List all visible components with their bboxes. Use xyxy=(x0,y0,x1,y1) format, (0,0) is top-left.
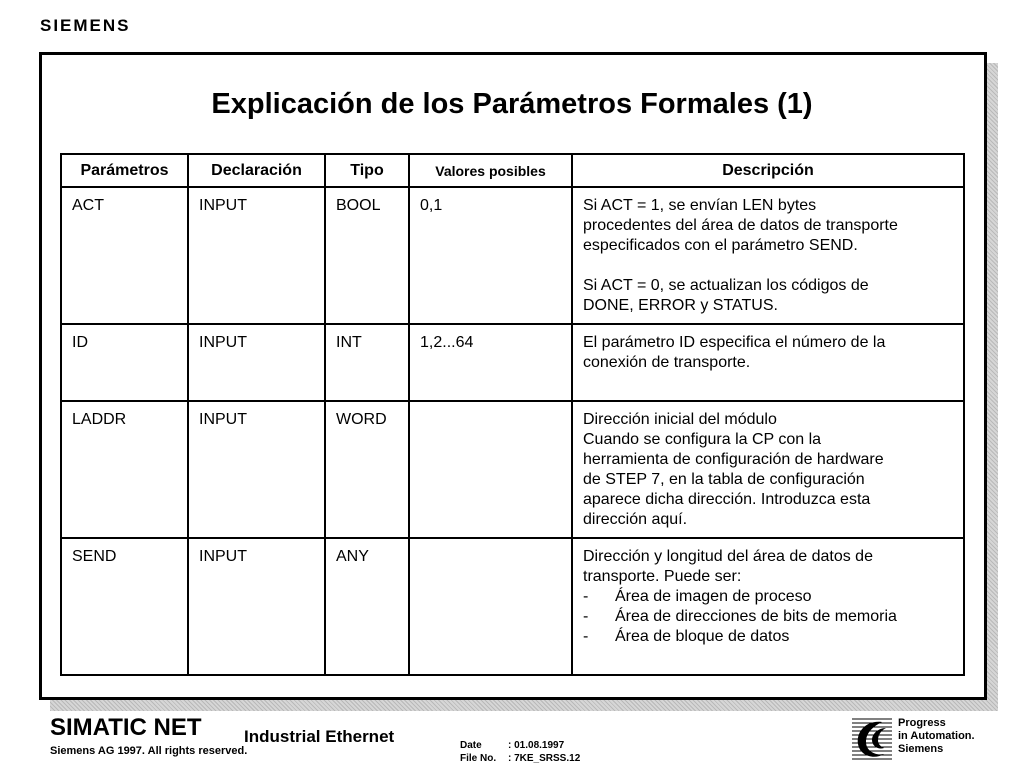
header-parametros: Parámetros xyxy=(61,154,188,187)
footer-subtitle: Industrial Ethernet xyxy=(244,727,395,746)
desc-line: transporte. Puede ser: xyxy=(583,568,742,585)
cell-type: INT xyxy=(325,324,409,401)
desc-line: aparece dicha dirección. Introduzca esta xyxy=(583,491,871,508)
header-tipo: Tipo xyxy=(325,154,409,187)
desc-line: de STEP 7, en la tabla de configuración xyxy=(583,471,865,488)
table-row xyxy=(61,538,964,675)
desc-line: conexión de transporte. xyxy=(583,354,751,371)
header-declaracion: Declaración xyxy=(188,154,325,187)
cell-declaration: INPUT xyxy=(188,401,325,538)
footer-file-value: : 7KE_SRSS.12 xyxy=(508,753,581,764)
siemens-brand: SIEMENS xyxy=(40,16,131,35)
footer-date-value: : 01.08.1997 xyxy=(508,740,565,751)
cell-values xyxy=(409,401,572,538)
cell-description xyxy=(572,401,964,538)
desc-line: DONE, ERROR y STATUS. xyxy=(583,297,778,314)
list-item xyxy=(583,627,954,647)
cell-type: WORD xyxy=(325,401,409,538)
cell-type: BOOL xyxy=(325,187,409,324)
header-valores-posibles: Valores posibles xyxy=(409,154,572,187)
footer-date-label: Date xyxy=(460,740,482,751)
cell-declaration: INPUT xyxy=(188,538,325,675)
parameters-table xyxy=(60,153,965,676)
cell-type: ANY xyxy=(325,538,409,675)
cell-param: ID xyxy=(61,324,188,401)
desc-line: especificados con el parámetro SEND. xyxy=(583,237,858,254)
list-item-text: Área de direcciones de bits de memoria xyxy=(615,608,897,625)
desc-line: Si ACT = 1, se envían LEN bytes xyxy=(583,197,817,214)
cell-values: 1,2...64 xyxy=(409,324,572,401)
desc-line: procedentes del área de datos de transporte xyxy=(583,217,898,234)
list-item-text: Área de imagen de proceso xyxy=(615,588,812,605)
footer-meta xyxy=(460,739,580,765)
desc-line: Cuando se configura la CP con la xyxy=(583,431,822,448)
cell-values: 0,1 xyxy=(409,187,572,324)
slogan-line: in Automation. xyxy=(898,730,975,742)
footer-product-name: SIMATIC NET xyxy=(50,714,202,741)
cell-declaration: INPUT xyxy=(188,324,325,401)
cell-param: SEND xyxy=(61,538,188,675)
header-descripcion: Descripción xyxy=(572,154,964,187)
desc-line: herramienta de configuración de hardware xyxy=(583,451,884,468)
cell-values xyxy=(409,538,572,675)
footer-file-row xyxy=(460,752,580,765)
desc-line: Dirección y longitud del área de datos de xyxy=(583,548,873,565)
siemens-swirl-logo-icon xyxy=(852,716,892,762)
footer-file-label: File No. xyxy=(460,753,497,764)
cell-param: ACT xyxy=(61,187,188,324)
slide-title: Explicación de los Parámetros Formales (1) xyxy=(211,88,813,120)
cell-declaration: INPUT xyxy=(188,187,325,324)
cell-description xyxy=(572,187,964,324)
slogan-line: Progress xyxy=(898,717,946,729)
cell-param: LADDR xyxy=(61,401,188,538)
table-row xyxy=(61,401,964,538)
footer-copyright: Siemens AG 1997. All rights reserved. xyxy=(50,745,248,757)
table-row xyxy=(61,324,964,401)
desc-line: Dirección inicial del módulo xyxy=(583,411,777,428)
cell-description xyxy=(572,538,964,675)
list-item-text: Área de bloque de datos xyxy=(615,628,790,645)
list-dash: - xyxy=(583,588,589,605)
list-item xyxy=(583,587,954,607)
desc-spacer xyxy=(583,256,954,276)
table-header-row xyxy=(61,154,964,187)
desc-line: dirección aquí. xyxy=(583,511,688,528)
table-row xyxy=(61,187,964,324)
slogan-line: Siemens xyxy=(898,743,944,755)
desc-list xyxy=(583,587,954,647)
list-dash: - xyxy=(583,628,589,645)
footer-slogan xyxy=(898,717,975,756)
cell-description xyxy=(572,324,964,401)
list-item xyxy=(583,607,954,627)
desc-line: El parámetro ID especifica el número de la xyxy=(583,334,886,351)
footer-date-row xyxy=(460,739,580,752)
desc-line: Si ACT = 0, se actualizan los códigos de xyxy=(583,277,869,294)
list-dash: - xyxy=(583,608,589,625)
